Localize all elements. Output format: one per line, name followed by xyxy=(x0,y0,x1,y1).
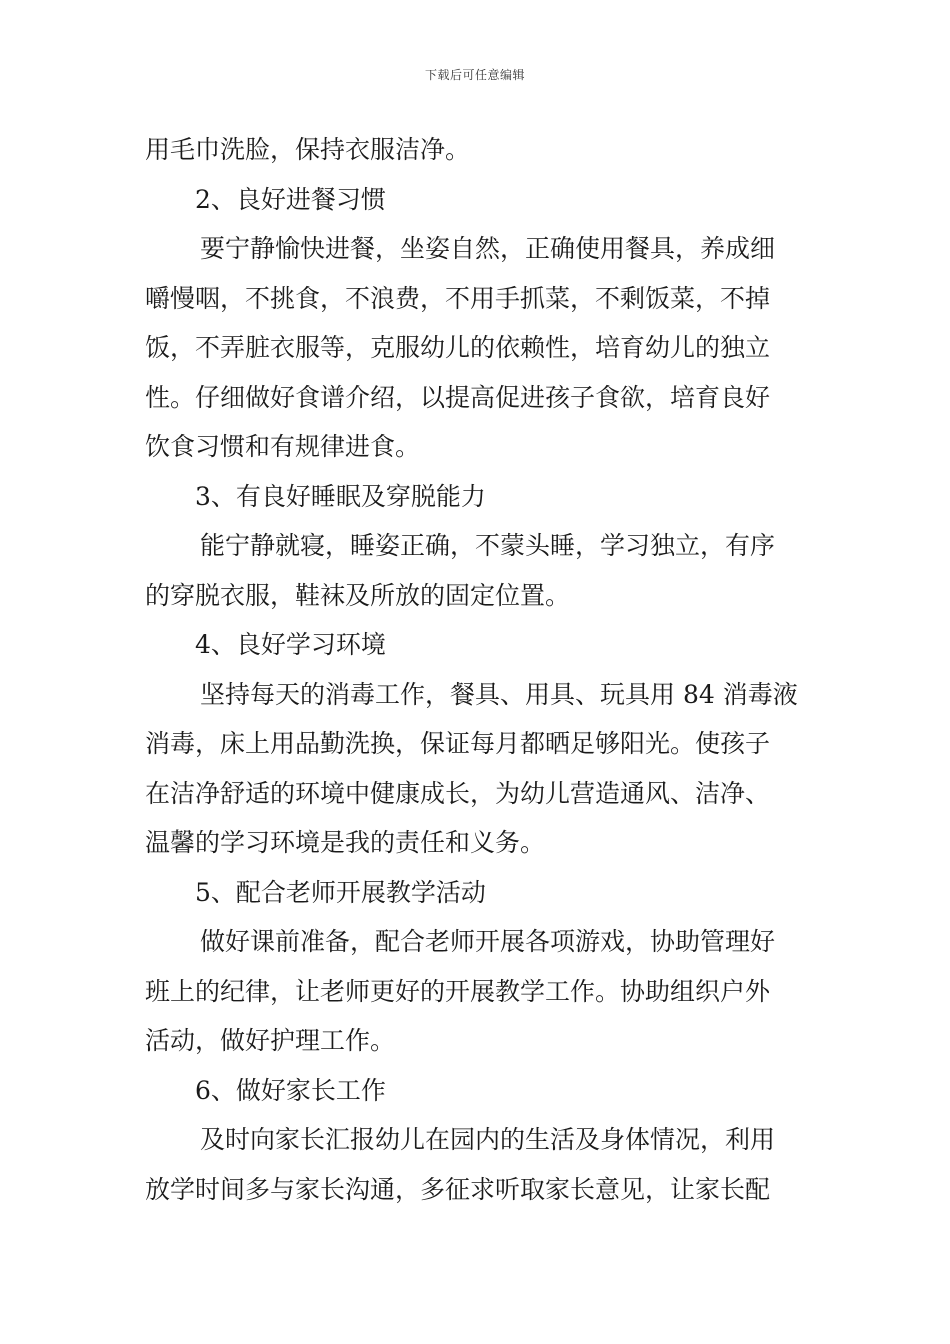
section-heading: 5、配合老师开展教学活动 xyxy=(195,877,486,907)
body-line: 嚼慢咽，不挑食，不浪费，不用手抓菜，不剩饭菜，不掉 xyxy=(145,283,771,313)
body-line: 在洁净舒适的环境中健康成长，为幼儿营造通风、洁净、 xyxy=(145,778,771,808)
section-heading: 3、有良好睡眠及穿脱能力 xyxy=(195,481,486,511)
body-line: 放学时间多与家长沟通，多征求听取家长意见，让家长配 xyxy=(145,1174,771,1204)
paragraph-first-line: 能宁静就寝，睡姿正确，不蒙头睡，学习独立，有序 xyxy=(200,531,776,560)
body-line: 性。仔细做好食谱介绍，以提高促进孩子食欲，培育良好 xyxy=(145,382,771,412)
section-heading: 2、良好进餐习惯 xyxy=(195,184,386,214)
paragraph-first-line: 及时向家长汇报幼儿在园内的生活及身体情况，利用 xyxy=(200,1125,776,1154)
document-body xyxy=(145,125,810,1214)
paragraph-first-line: 要宁静愉快进餐，坐姿自然，正确使用餐具，养成细 xyxy=(200,234,776,263)
body-line: 用毛巾洗脸，保持衣服洁净。 xyxy=(145,135,471,164)
section-heading: 4、良好学习环境 xyxy=(195,630,386,659)
body-line: 饭，不弄脏衣服等，克服幼儿的依赖性，培育幼儿的独立 xyxy=(145,333,771,362)
paragraph-first-line: 坚持每天的消毒工作，餐具、用具、玩具用 84 消毒液 xyxy=(200,679,798,709)
body-line: 温馨的学习环境是我的责任和义务。 xyxy=(145,828,546,857)
section-heading: 6、做好家长工作 xyxy=(195,1075,386,1105)
body-line: 消毒，床上用品勤洗换，保证每月都晒足够阳光。使孩子 xyxy=(145,729,771,758)
body-line: 的穿脱衣服，鞋袜及所放的固定位置。 xyxy=(145,580,571,610)
body-line: 班上的纪律，让老师更好的开展教学工作。协助组织户外 xyxy=(145,976,771,1006)
page-header-note: 下载后可任意编辑 xyxy=(424,68,525,82)
body-line: 饮食习惯和有规律进食。 xyxy=(145,432,421,461)
body-line: 活动，做好护理工作。 xyxy=(145,1026,396,1055)
paragraph-first-line: 做好课前准备，配合老师开展各项游戏，协助管理好 xyxy=(200,927,776,956)
